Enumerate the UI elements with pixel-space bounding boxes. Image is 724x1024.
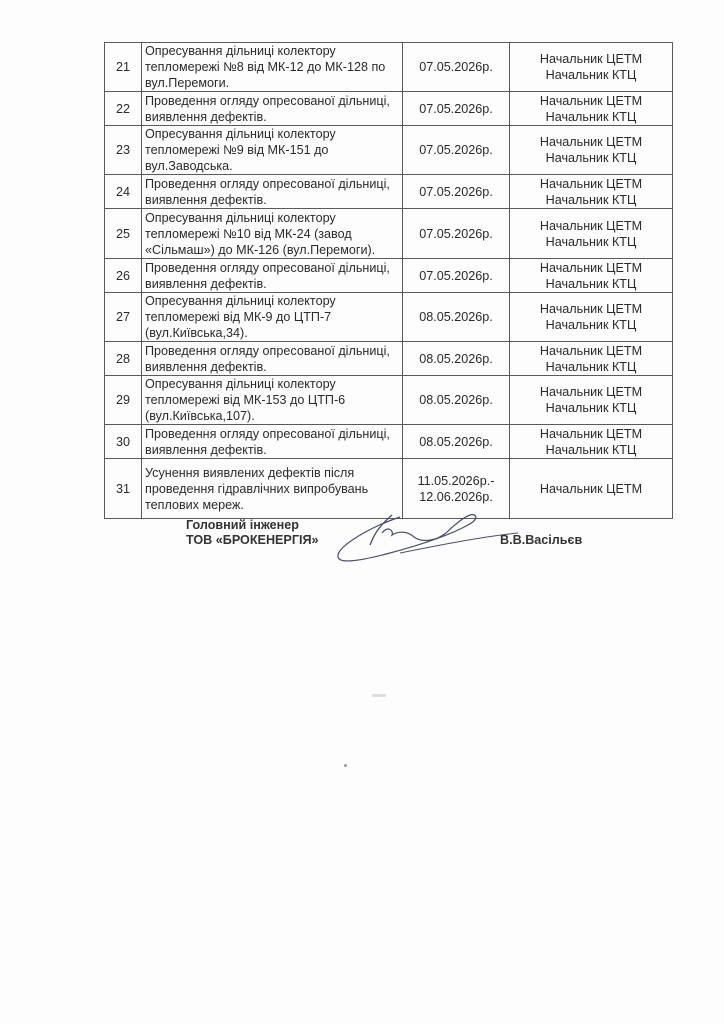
responsible-person: Начальник ЦЕТМ <box>539 135 643 149</box>
table-row <box>105 342 673 376</box>
responsible-person: Начальник КТЦ <box>545 234 637 249</box>
row-number: 23 <box>105 126 142 175</box>
table-row <box>105 376 673 425</box>
responsible-person: Начальник ЦЕТМ <box>539 260 643 275</box>
table-row <box>105 43 673 92</box>
responsible-person: Начальник КТЦ <box>545 318 637 332</box>
row-number: 31 <box>105 459 142 519</box>
responsible-persons <box>510 293 673 342</box>
work-date: 07.05.2026р. <box>403 126 510 175</box>
company-name: ТОВ «БРОКЕНЕРГІЯ» <box>186 533 319 547</box>
responsible-person: Начальник ЦЕТМ <box>539 93 643 108</box>
work-date: 11.05.2026р.- 12.06.2026р. <box>403 459 510 519</box>
work-description: Опресування дільниці колектору тепломережі від МК-153 до ЦТП-6 (вул.Київська,107). <box>142 376 403 425</box>
responsible-person: Начальник КТЦ <box>545 151 637 165</box>
row-number: 24 <box>105 175 142 209</box>
responsible-person: Начальник КТЦ <box>545 192 637 207</box>
position-title: Головний інженер <box>186 518 299 532</box>
work-description: Опресування дільниці колектору тепломережі №9 від МК-151 до вул.Заводська. <box>142 126 403 175</box>
row-number: 30 <box>105 425 142 459</box>
work-date: 07.05.2026р. <box>403 259 510 293</box>
row-number: 29 <box>105 376 142 425</box>
signatory-name: В.В.Васільєв <box>500 533 583 547</box>
signatory-position <box>186 518 319 548</box>
responsible-persons <box>510 376 673 425</box>
responsible-person: Начальник ЦЕТМ <box>539 481 643 496</box>
work-description: Опресування дільниці колектору тепломережі №10 від МК-24 (завод «Сільмаш») до МК-126 (вул.Перемоги). <box>142 209 403 259</box>
responsible-persons <box>510 43 673 92</box>
work-description: Проведення огляду опресованої дільниці, виявлення дефектів. <box>142 425 403 459</box>
responsible-person: Начальник ЦЕТМ <box>539 52 643 66</box>
responsible-persons <box>510 126 673 175</box>
table-row <box>105 259 673 293</box>
scan-speck <box>344 764 347 767</box>
responsible-person: Начальник КТЦ <box>545 359 637 374</box>
responsible-person: Начальник ЦЕТМ <box>539 302 643 316</box>
table-row <box>105 425 673 459</box>
work-date: 07.05.2026р. <box>403 175 510 209</box>
scan-speck <box>372 694 386 697</box>
responsible-person: Начальник ЦЕТМ <box>539 426 643 441</box>
responsible-persons <box>510 425 673 459</box>
responsible-person: Начальник ЦЕТМ <box>539 218 643 233</box>
table-row <box>105 293 673 342</box>
responsible-persons <box>510 175 673 209</box>
responsible-person: Начальник ЦЕТМ <box>539 385 643 399</box>
table-row <box>105 209 673 259</box>
work-date: 08.05.2026р. <box>403 425 510 459</box>
row-number: 27 <box>105 293 142 342</box>
responsible-persons <box>510 342 673 376</box>
work-date: 07.05.2026р. <box>403 43 510 92</box>
row-number: 21 <box>105 43 142 92</box>
work-date: 08.05.2026р. <box>403 293 510 342</box>
responsible-person: Начальник КТЦ <box>545 68 637 82</box>
handwritten-signature <box>330 505 520 575</box>
table-row <box>105 126 673 175</box>
responsible-person: Начальник ЦЕТМ <box>539 176 643 191</box>
work-description: Проведення огляду опресованої дільниці, виявлення дефектів. <box>142 175 403 209</box>
work-description: Опресування дільниці колектору тепломережі від МК-9 до ЦТП-7 (вул.Київська,34). <box>142 293 403 342</box>
work-schedule-table <box>104 42 673 519</box>
responsible-person: Начальник КТЦ <box>545 442 637 457</box>
table-row <box>105 175 673 209</box>
table-row <box>105 92 673 126</box>
work-description: Проведення огляду опресованої дільниці, виявлення дефектів. <box>142 342 403 376</box>
responsible-person: Начальник КТЦ <box>545 109 637 124</box>
work-date: 08.05.2026р. <box>403 342 510 376</box>
row-number: 25 <box>105 209 142 259</box>
work-date: 08.05.2026р. <box>403 376 510 425</box>
responsible-person: Начальник ЦЕТМ <box>539 343 643 358</box>
responsible-persons <box>510 459 673 519</box>
work-description: Опресування дільниці колектору тепломережі №8 від МК-12 до МК-128 по вул.Перемоги. <box>142 43 403 92</box>
responsible-person: Начальник КТЦ <box>545 276 637 291</box>
responsible-person: Начальник КТЦ <box>545 401 637 415</box>
responsible-persons <box>510 92 673 126</box>
work-date: 07.05.2026р. <box>403 209 510 259</box>
work-description: Проведення огляду опресованої дільниці, виявлення дефектів. <box>142 259 403 293</box>
work-date: 07.05.2026р. <box>403 92 510 126</box>
table-body <box>105 43 673 519</box>
row-number: 28 <box>105 342 142 376</box>
responsible-persons <box>510 209 673 259</box>
responsible-persons <box>510 259 673 293</box>
row-number: 22 <box>105 92 142 126</box>
row-number: 26 <box>105 259 142 293</box>
work-description: Усунення виявлених дефектів після проведення гідравлічних випробувань теплових мереж. <box>142 459 403 519</box>
work-description: Проведення огляду опресованої дільниці, виявлення дефектів. <box>142 92 403 126</box>
